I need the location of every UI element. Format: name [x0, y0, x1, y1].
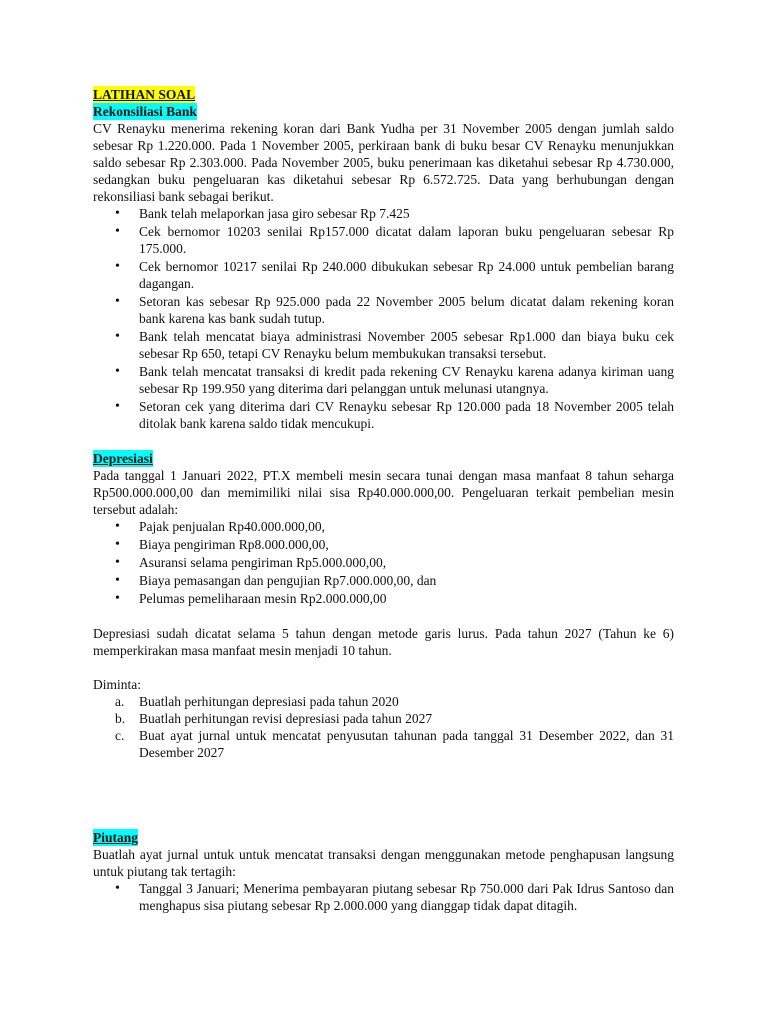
task-marker: a.: [115, 694, 125, 709]
depresiasi-intro: Pada tanggal 1 Januari 2022, PT.X membeli mesin secara tunai dengan masa manfaat 8 tahun seharga Rp500.000.000,00 dan memimiliki nilai sisa Rp40.000.000,00. Pengeluaran terkait pembelian mesin tersebut adalah:: [93, 468, 674, 517]
task-list: [93, 693, 674, 761]
document-title: LATIHAN SOAL: [93, 87, 196, 102]
task-item: [93, 727, 674, 761]
list-item: • Biaya pengiriman Rp8.000.000,00,: [93, 536, 674, 553]
diminta-label: Diminta:: [93, 677, 141, 692]
piutang-list: [93, 880, 674, 914]
list-item: • Tanggal 3 Januari; Menerima pembayaran piutang sebesar Rp 750.000 dari Pak Idrus Santoso dan menghapus sisa piutang sebesar Rp 2.000.000 yang dianggap tidak dapat ditagih.: [93, 880, 674, 914]
task-item: [93, 693, 674, 710]
list-item: • Setoran cek yang diterima dari CV Renayku sebesar Rp 120.000 pada 18 November 2005 telah ditolak bank karena saldo tidak mencukupi.: [93, 398, 674, 432]
list-item: • Bank telah melaporkan jasa giro sebesar Rp 7.425: [93, 205, 674, 222]
list-item: • Bank telah mencatat biaya administrasi November 2005 sebesar Rp1.000 dan biaya buku cek sebesar Rp 650, tetapi CV Renayku belum membukukan transaksi tersebut.: [93, 328, 674, 362]
task-text: Buatlah perhitungan revisi depresiasi pada tahun 2027: [139, 711, 433, 726]
task-marker: b.: [115, 711, 126, 726]
section-heading-depresiasi: Depresiasi: [93, 451, 153, 466]
task-text: Buat ayat jurnal untuk mencatat penyusutan tahunan pada tanggal 31 Desember 2022, dan 31 Desember 2027: [139, 728, 674, 760]
list-item: • Pajak penjualan Rp40.000.000,00,: [93, 518, 674, 535]
list-item: • Setoran kas sebesar Rp 925.000 pada 22 November 2005 belum dicatat dalam rekening koran bank karena kas bank sudah tutup.: [93, 293, 674, 327]
list-item: • Pelumas pemeliharaan mesin Rp2.000.000,00: [93, 590, 674, 607]
depresiasi-list: [93, 518, 674, 607]
task-text: Buatlah perhitungan depresiasi pada tahun 2020: [139, 694, 399, 709]
document-page: [93, 86, 674, 915]
section-heading-rekonsiliasi: Rekonsiliasi Bank: [93, 104, 197, 119]
depresiasi-note: Depresiasi sudah dicatat selama 5 tahun dengan metode garis lurus. Pada tahun 2027 (Tahun ke 6) memperkirakan masa manfaat mesin menjadi 10 tahun.: [93, 626, 674, 658]
piutang-intro: Buatlah ayat jurnal untuk untuk mencatat transaksi dengan menggunakan metode penghapusan langsung untuk piutang tak tertagih:: [93, 847, 674, 879]
task-marker: c.: [115, 728, 125, 743]
list-item: • Cek bernomor 10217 senilai Rp 240.000 dibukukan sebesar Rp 24.000 untuk pembelian barang dagangan.: [93, 258, 674, 292]
list-item: • Asuransi selama pengiriman Rp5.000.000,00,: [93, 554, 674, 571]
rekonsiliasi-intro: CV Renayku menerima rekening koran dari Bank Yudha per 31 November 2005 dengan jumlah saldo sebesar Rp 1.220.000. Pada 1 November 2005, perkiraan bank di buku besar CV Renayku menunjukkan saldo sebesar Rp 2.303.000. Pada November 2005, buku penerimaan kas diketahui sebesar Rp 4.730.000, sedangkan buku pengeluaran kas diketahui sebesar Rp 6.572.725. Data yang berhubungan dengan rekonsiliasi bank sebagai berikut.: [93, 121, 674, 204]
section-heading-piutang: Piutang: [93, 830, 139, 845]
list-item: • Biaya pemasangan dan pengujian Rp7.000.000,00, dan: [93, 572, 674, 589]
list-item: • Bank telah mencatat transaksi di kredit pada rekening CV Renayku karena adanya kiriman uang sebesar Rp 199.950 yang diterima dari pelanggan untuk melunasi utangnya.: [93, 363, 674, 397]
rekonsiliasi-list: [93, 205, 674, 432]
list-item: • Cek bernomor 10203 senilai Rp157.000 dicatat dalam laporan buku pengeluaran sebesar Rp 175.000.: [93, 223, 674, 257]
task-item: [93, 710, 674, 727]
